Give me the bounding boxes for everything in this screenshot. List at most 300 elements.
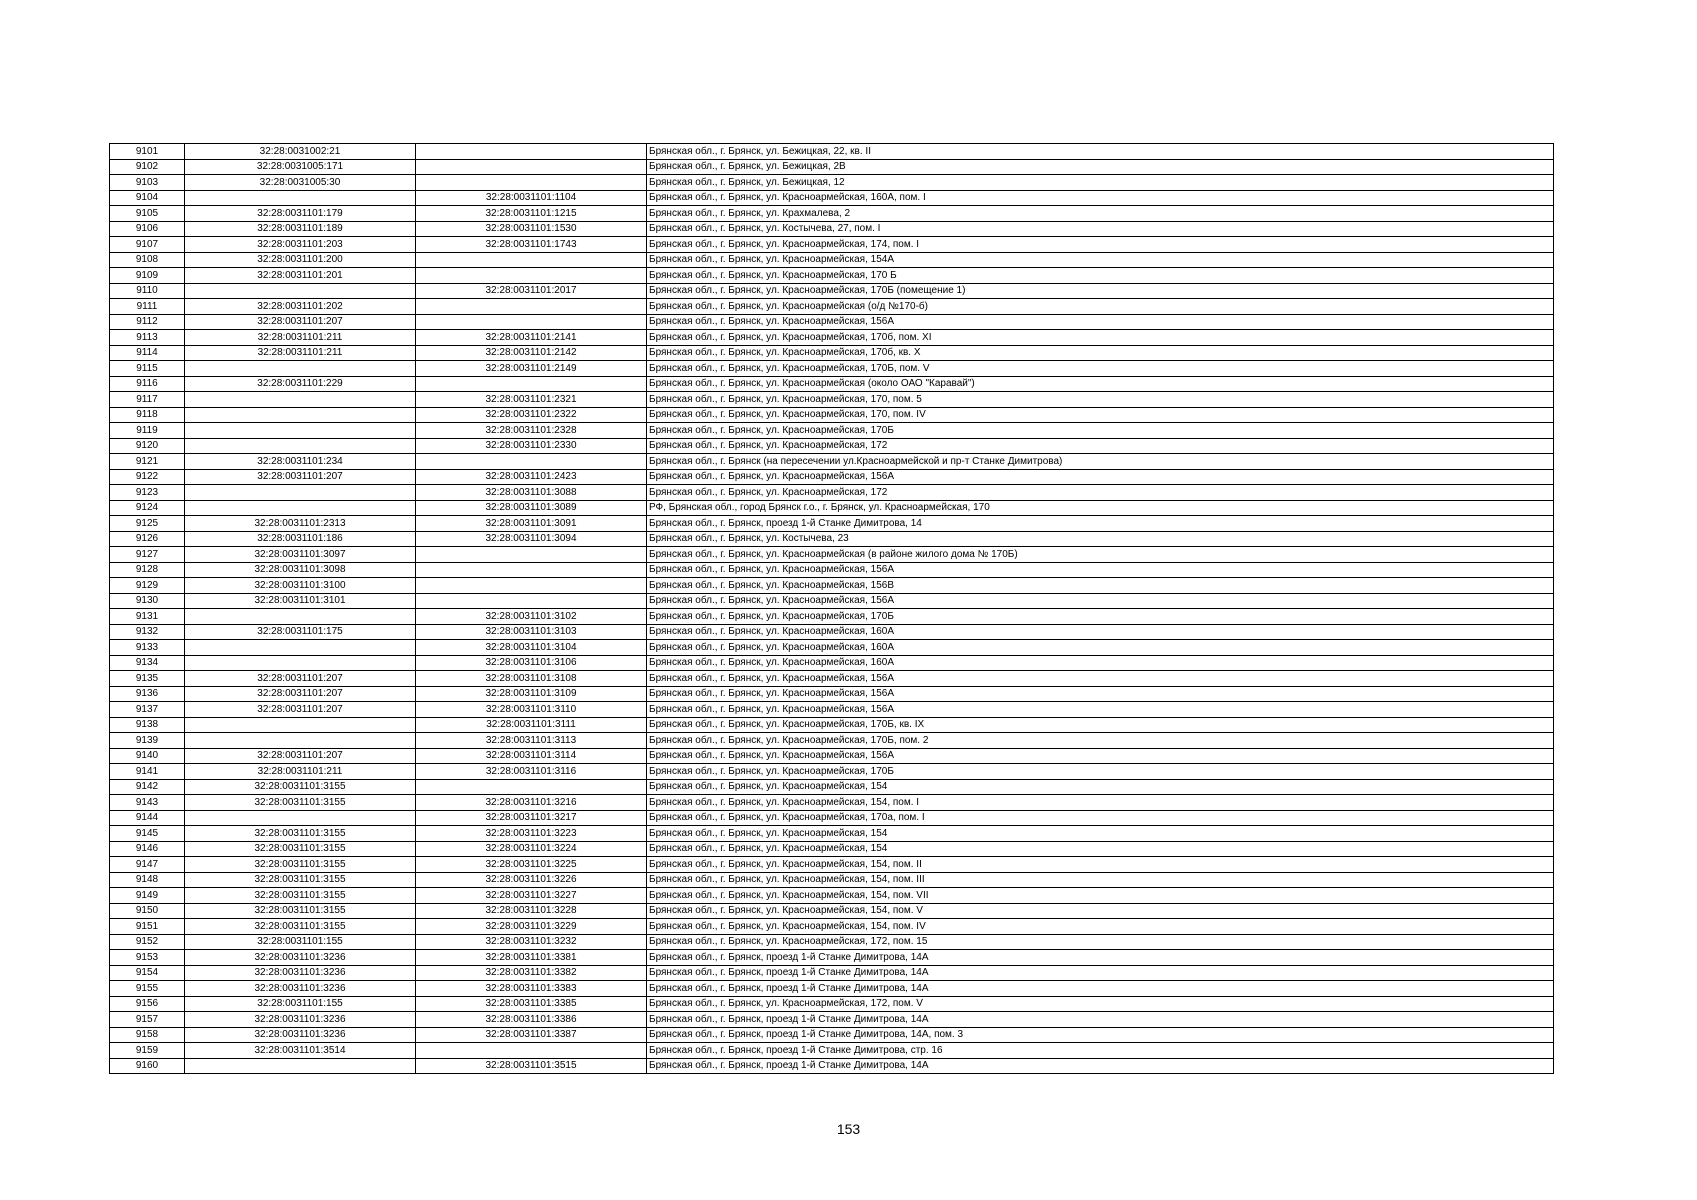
row-number-cell: 9156 bbox=[110, 996, 185, 1012]
row-number-cell: 9121 bbox=[110, 454, 185, 470]
land-cadastral-cell: 32:28:0031101:3236 bbox=[185, 950, 416, 966]
table-row bbox=[110, 578, 1554, 594]
table-row bbox=[110, 996, 1554, 1012]
row-number-cell: 9105 bbox=[110, 206, 185, 222]
address-cell: Брянская обл., г. Брянск, ул. Красноармейская, 160А bbox=[647, 624, 1554, 640]
address-cell: Брянская обл., г. Брянск, ул. Красноармейская, 170, пом. 5 bbox=[647, 392, 1554, 408]
land-cadastral-cell: 32:28:0031101:3236 bbox=[185, 981, 416, 997]
land-cadastral-cell: 32:28:0031101:2313 bbox=[185, 516, 416, 532]
land-cadastral-cell: 32:28:0031101:207 bbox=[185, 469, 416, 485]
address-cell: Брянская обл., г. Брянск, ул. Красноармейская (около ОАО "Каравай") bbox=[647, 376, 1554, 392]
building-cadastral-cell: 32:28:0031101:3385 bbox=[416, 996, 647, 1012]
address-cell: Брянская обл., г. Брянск, проезд 1-й Станке Димитрова, 14А bbox=[647, 1058, 1554, 1074]
table-row bbox=[110, 454, 1554, 470]
building-cadastral-cell: 32:28:0031101:3106 bbox=[416, 655, 647, 671]
building-cadastral-cell bbox=[416, 314, 647, 330]
table-row bbox=[110, 624, 1554, 640]
table-row bbox=[110, 314, 1554, 330]
building-cadastral-cell bbox=[416, 779, 647, 795]
address-cell: Брянская обл., г. Брянск, ул. Красноармейская, 154 bbox=[647, 826, 1554, 842]
building-cadastral-cell: 32:28:0031101:3216 bbox=[416, 795, 647, 811]
land-cadastral-cell: 32:28:0031101:3101 bbox=[185, 593, 416, 609]
table-row bbox=[110, 872, 1554, 888]
building-cadastral-cell: 32:28:0031101:3226 bbox=[416, 872, 647, 888]
land-cadastral-cell: 32:28:0031101:202 bbox=[185, 299, 416, 315]
land-cadastral-cell: 32:28:0031101:3236 bbox=[185, 1012, 416, 1028]
row-number-cell: 9116 bbox=[110, 376, 185, 392]
table-row bbox=[110, 547, 1554, 563]
row-number-cell: 9147 bbox=[110, 857, 185, 873]
table-row bbox=[110, 1058, 1554, 1074]
table-row bbox=[110, 516, 1554, 532]
table-row bbox=[110, 268, 1554, 284]
table-row bbox=[110, 717, 1554, 733]
row-number-cell: 9152 bbox=[110, 934, 185, 950]
land-cadastral-cell bbox=[185, 407, 416, 423]
building-cadastral-cell: 32:28:0031101:1530 bbox=[416, 221, 647, 237]
row-number-cell: 9146 bbox=[110, 841, 185, 857]
address-cell: Брянская обл., г. Брянск, ул. Бежицкая, 12 bbox=[647, 175, 1554, 191]
table-row bbox=[110, 330, 1554, 346]
table-row bbox=[110, 221, 1554, 237]
table-row bbox=[110, 175, 1554, 191]
row-number-cell: 9148 bbox=[110, 872, 185, 888]
row-number-cell: 9123 bbox=[110, 485, 185, 501]
row-number-cell: 9131 bbox=[110, 609, 185, 625]
land-cadastral-cell: 32:28:0031101:3155 bbox=[185, 919, 416, 935]
land-cadastral-cell: 32:28:0031101:3155 bbox=[185, 903, 416, 919]
row-number-cell: 9111 bbox=[110, 299, 185, 315]
building-cadastral-cell: 32:28:0031101:2423 bbox=[416, 469, 647, 485]
land-cadastral-cell bbox=[185, 500, 416, 516]
table-row bbox=[110, 500, 1554, 516]
address-cell: Брянская обл., г. Брянск, ул. Красноармейская, 170Б, пом. 2 bbox=[647, 733, 1554, 749]
land-cadastral-cell: 32:28:0031101:201 bbox=[185, 268, 416, 284]
land-cadastral-cell: 32:28:0031101:3097 bbox=[185, 547, 416, 563]
address-cell: Брянская обл., г. Брянск, ул. Бежицкая, 2В bbox=[647, 159, 1554, 175]
land-cadastral-cell: 32:28:0031101:155 bbox=[185, 934, 416, 950]
address-cell: Брянская обл., г. Брянск, ул. Красноармейская (о/д №170-б) bbox=[647, 299, 1554, 315]
land-cadastral-cell bbox=[185, 717, 416, 733]
row-number-cell: 9150 bbox=[110, 903, 185, 919]
table-row bbox=[110, 810, 1554, 826]
table-row bbox=[110, 888, 1554, 904]
row-number-cell: 9159 bbox=[110, 1043, 185, 1059]
land-cadastral-cell bbox=[185, 640, 416, 656]
address-cell: Брянская обл., г. Брянск, ул. Красноармейская, 154 bbox=[647, 841, 1554, 857]
table-row bbox=[110, 423, 1554, 439]
register-table bbox=[109, 143, 1554, 1074]
row-number-cell: 9144 bbox=[110, 810, 185, 826]
address-cell: Брянская обл., г. Брянск, ул. Красноармейская, 170, пом. IV bbox=[647, 407, 1554, 423]
row-number-cell: 9103 bbox=[110, 175, 185, 191]
table-row bbox=[110, 469, 1554, 485]
address-cell: Брянская обл., г. Брянск, ул. Красноармейская, 170Б (помещение 1) bbox=[647, 283, 1554, 299]
land-cadastral-cell: 32:28:0031101:211 bbox=[185, 764, 416, 780]
land-cadastral-cell bbox=[185, 655, 416, 671]
land-cadastral-cell: 32:28:0031101:3155 bbox=[185, 841, 416, 857]
table-row bbox=[110, 640, 1554, 656]
row-number-cell: 9138 bbox=[110, 717, 185, 733]
address-cell: Брянская обл., г. Брянск, ул. Красноармейская, 172 bbox=[647, 485, 1554, 501]
land-cadastral-cell: 32:28:0031101:3514 bbox=[185, 1043, 416, 1059]
building-cadastral-cell: 32:28:0031101:3108 bbox=[416, 671, 647, 687]
address-cell: Брянская обл., г. Брянск, ул. Красноармейская, 160А bbox=[647, 640, 1554, 656]
building-cadastral-cell: 32:28:0031101:3109 bbox=[416, 686, 647, 702]
row-number-cell: 9125 bbox=[110, 516, 185, 532]
building-cadastral-cell: 32:28:0031101:3387 bbox=[416, 1027, 647, 1043]
land-cadastral-cell: 32:28:0031101:186 bbox=[185, 531, 416, 547]
address-cell: Брянская обл., г. Брянск, ул. Красноармейская, 160А, пом. I bbox=[647, 190, 1554, 206]
table-row bbox=[110, 702, 1554, 718]
land-cadastral-cell bbox=[185, 733, 416, 749]
building-cadastral-cell: 32:28:0031101:3224 bbox=[416, 841, 647, 857]
row-number-cell: 9151 bbox=[110, 919, 185, 935]
address-cell: Брянская обл., г. Брянск, ул. Красноармейская, 170а, пом. I bbox=[647, 810, 1554, 826]
address-cell: Брянская обл., г. Брянск, ул. Костычева, 23 bbox=[647, 531, 1554, 547]
row-number-cell: 9114 bbox=[110, 345, 185, 361]
address-cell: Брянская обл., г. Брянск, ул. Крахмалева, 2 bbox=[647, 206, 1554, 222]
table-row bbox=[110, 857, 1554, 873]
building-cadastral-cell: 32:28:0031101:3113 bbox=[416, 733, 647, 749]
address-cell: Брянская обл., г. Брянск, проезд 1-й Станке Димитрова, 14А bbox=[647, 1012, 1554, 1028]
building-cadastral-cell: 32:28:0031101:3383 bbox=[416, 981, 647, 997]
row-number-cell: 9107 bbox=[110, 237, 185, 253]
table-row bbox=[110, 779, 1554, 795]
row-number-cell: 9157 bbox=[110, 1012, 185, 1028]
building-cadastral-cell: 32:28:0031101:2322 bbox=[416, 407, 647, 423]
land-cadastral-cell bbox=[185, 1058, 416, 1074]
building-cadastral-cell: 32:28:0031101:2141 bbox=[416, 330, 647, 346]
table-row bbox=[110, 283, 1554, 299]
address-cell: Брянская обл., г. Брянск, ул. Красноармейская, 156А bbox=[647, 469, 1554, 485]
row-number-cell: 9140 bbox=[110, 748, 185, 764]
building-cadastral-cell: 32:28:0031101:3515 bbox=[416, 1058, 647, 1074]
row-number-cell: 9115 bbox=[110, 361, 185, 377]
table-row bbox=[110, 655, 1554, 671]
building-cadastral-cell bbox=[416, 578, 647, 594]
land-cadastral-cell: 32:28:0031101:3155 bbox=[185, 888, 416, 904]
address-cell: Брянская обл., г. Брянск, ул. Красноармейская, 156А bbox=[647, 686, 1554, 702]
building-cadastral-cell: 32:28:0031101:3386 bbox=[416, 1012, 647, 1028]
address-cell: Брянская обл., г. Брянск, ул. Красноармейская, 156А bbox=[647, 593, 1554, 609]
building-cadastral-cell: 32:28:0031101:3227 bbox=[416, 888, 647, 904]
building-cadastral-cell: 32:28:0031101:3232 bbox=[416, 934, 647, 950]
row-number-cell: 9101 bbox=[110, 144, 185, 160]
address-cell: Брянская обл., г. Брянск, ул. Красноармейская, 154, пом. III bbox=[647, 872, 1554, 888]
address-cell: Брянская обл., г. Брянск, проезд 1-й Станке Димитрова, стр. 16 bbox=[647, 1043, 1554, 1059]
building-cadastral-cell bbox=[416, 299, 647, 315]
land-cadastral-cell: 32:28:0031002:21 bbox=[185, 144, 416, 160]
address-cell: Брянская обл., г. Брянск, ул. Красноармейская, 172, пом. V bbox=[647, 996, 1554, 1012]
table-row bbox=[110, 965, 1554, 981]
table-row bbox=[110, 981, 1554, 997]
address-cell: Брянская обл., г. Брянск, ул. Красноармейская, 170Б, кв. IX bbox=[647, 717, 1554, 733]
table-row bbox=[110, 671, 1554, 687]
address-cell: Брянская обл., г. Брянск, ул. Красноармейская, 156А bbox=[647, 702, 1554, 718]
address-cell: Брянская обл., г. Брянск, проезд 1-й Станке Димитрова, 14 bbox=[647, 516, 1554, 532]
row-number-cell: 9137 bbox=[110, 702, 185, 718]
building-cadastral-cell: 32:28:0031101:1104 bbox=[416, 190, 647, 206]
building-cadastral-cell bbox=[416, 175, 647, 191]
building-cadastral-cell bbox=[416, 593, 647, 609]
row-number-cell: 9158 bbox=[110, 1027, 185, 1043]
table-row bbox=[110, 252, 1554, 268]
table-row bbox=[110, 764, 1554, 780]
table-row bbox=[110, 562, 1554, 578]
address-cell: Брянская обл., г. Брянск, ул. Красноармейская, 154, пом. VII bbox=[647, 888, 1554, 904]
row-number-cell: 9130 bbox=[110, 593, 185, 609]
table-row bbox=[110, 144, 1554, 160]
row-number-cell: 9135 bbox=[110, 671, 185, 687]
table-row bbox=[110, 733, 1554, 749]
row-number-cell: 9153 bbox=[110, 950, 185, 966]
land-cadastral-cell: 32:28:0031101:155 bbox=[185, 996, 416, 1012]
building-cadastral-cell: 32:28:0031101:3381 bbox=[416, 950, 647, 966]
address-cell: Брянская обл., г. Брянск, проезд 1-й Станке Димитрова, 14А, пом. 3 bbox=[647, 1027, 1554, 1043]
land-cadastral-cell bbox=[185, 609, 416, 625]
land-cadastral-cell bbox=[185, 283, 416, 299]
table-row bbox=[110, 841, 1554, 857]
row-number-cell: 9139 bbox=[110, 733, 185, 749]
land-cadastral-cell: 32:28:0031101:207 bbox=[185, 702, 416, 718]
address-cell: Брянская обл., г. Брянск, ул. Красноармейская, 156А bbox=[647, 671, 1554, 687]
address-cell: Брянская обл., г. Брянск, ул. Красноармейская, 170Б bbox=[647, 764, 1554, 780]
row-number-cell: 9129 bbox=[110, 578, 185, 594]
row-number-cell: 9134 bbox=[110, 655, 185, 671]
table-row bbox=[110, 1012, 1554, 1028]
land-cadastral-cell: 32:28:0031101:200 bbox=[185, 252, 416, 268]
table-row bbox=[110, 485, 1554, 501]
land-cadastral-cell: 32:28:0031101:203 bbox=[185, 237, 416, 253]
address-cell: Брянская обл., г. Брянск, ул. Бежицкая, 22, кв. II bbox=[647, 144, 1554, 160]
land-cadastral-cell: 32:28:0031101:207 bbox=[185, 671, 416, 687]
address-cell: Брянская обл., г. Брянск, ул. Красноармейская, 154, пом. II bbox=[647, 857, 1554, 873]
building-cadastral-cell: 32:28:0031101:3114 bbox=[416, 748, 647, 764]
table-row bbox=[110, 190, 1554, 206]
address-cell: Брянская обл., г. Брянск, ул. Красноармейская, 160А bbox=[647, 655, 1554, 671]
land-cadastral-cell: 32:28:0031101:207 bbox=[185, 314, 416, 330]
building-cadastral-cell: 32:28:0031101:2328 bbox=[416, 423, 647, 439]
building-cadastral-cell bbox=[416, 268, 647, 284]
land-cadastral-cell: 32:28:0031101:3098 bbox=[185, 562, 416, 578]
address-cell: Брянская обл., г. Брянск, ул. Красноармейская, 154А bbox=[647, 252, 1554, 268]
table-row bbox=[110, 950, 1554, 966]
row-number-cell: 9132 bbox=[110, 624, 185, 640]
land-cadastral-cell: 32:28:0031101:3100 bbox=[185, 578, 416, 594]
row-number-cell: 9113 bbox=[110, 330, 185, 346]
building-cadastral-cell: 32:28:0031101:1215 bbox=[416, 206, 647, 222]
row-number-cell: 9149 bbox=[110, 888, 185, 904]
building-cadastral-cell bbox=[416, 376, 647, 392]
land-cadastral-cell bbox=[185, 438, 416, 454]
row-number-cell: 9110 bbox=[110, 283, 185, 299]
land-cadastral-cell: 32:28:0031101:211 bbox=[185, 345, 416, 361]
address-cell: Брянская обл., г. Брянск, ул. Красноармейская, 170б, кв. X bbox=[647, 345, 1554, 361]
building-cadastral-cell bbox=[416, 547, 647, 563]
building-cadastral-cell: 32:28:0031101:3223 bbox=[416, 826, 647, 842]
land-cadastral-cell bbox=[185, 485, 416, 501]
table-row bbox=[110, 438, 1554, 454]
row-number-cell: 9118 bbox=[110, 407, 185, 423]
row-number-cell: 9145 bbox=[110, 826, 185, 842]
table-row bbox=[110, 609, 1554, 625]
land-cadastral-cell bbox=[185, 361, 416, 377]
row-number-cell: 9122 bbox=[110, 469, 185, 485]
building-cadastral-cell: 32:28:0031101:1743 bbox=[416, 237, 647, 253]
building-cadastral-cell: 32:28:0031101:2330 bbox=[416, 438, 647, 454]
building-cadastral-cell: 32:28:0031101:3089 bbox=[416, 500, 647, 516]
table-row bbox=[110, 299, 1554, 315]
address-cell: Брянская обл., г. Брянск, ул. Красноармейская, 154, пом. V bbox=[647, 903, 1554, 919]
address-cell: Брянская обл., г. Брянск, ул. Красноармейская, 154, пом. IV bbox=[647, 919, 1554, 935]
building-cadastral-cell: 32:28:0031101:3111 bbox=[416, 717, 647, 733]
table-row bbox=[110, 919, 1554, 935]
row-number-cell: 9109 bbox=[110, 268, 185, 284]
table-row bbox=[110, 593, 1554, 609]
building-cadastral-cell: 32:28:0031101:3103 bbox=[416, 624, 647, 640]
row-number-cell: 9143 bbox=[110, 795, 185, 811]
row-number-cell: 9120 bbox=[110, 438, 185, 454]
building-cadastral-cell: 32:28:0031101:3104 bbox=[416, 640, 647, 656]
land-cadastral-cell: 32:28:0031101:3236 bbox=[185, 965, 416, 981]
land-cadastral-cell bbox=[185, 810, 416, 826]
building-cadastral-cell bbox=[416, 159, 647, 175]
table-row bbox=[110, 361, 1554, 377]
table-row bbox=[110, 345, 1554, 361]
building-cadastral-cell: 32:28:0031101:3088 bbox=[416, 485, 647, 501]
land-cadastral-cell: 32:28:0031101:3155 bbox=[185, 795, 416, 811]
building-cadastral-cell: 32:28:0031101:2149 bbox=[416, 361, 647, 377]
row-number-cell: 9128 bbox=[110, 562, 185, 578]
table-row bbox=[110, 159, 1554, 175]
building-cadastral-cell bbox=[416, 252, 647, 268]
building-cadastral-cell: 32:28:0031101:3110 bbox=[416, 702, 647, 718]
table-row bbox=[110, 795, 1554, 811]
table-row bbox=[110, 686, 1554, 702]
land-cadastral-cell: 32:28:0031005:30 bbox=[185, 175, 416, 191]
building-cadastral-cell: 32:28:0031101:3225 bbox=[416, 857, 647, 873]
address-cell: Брянская обл., г. Брянск, ул. Красноармейская, 156А bbox=[647, 562, 1554, 578]
land-cadastral-cell bbox=[185, 190, 416, 206]
address-cell: Брянская обл., г. Брянск, ул. Красноармейская, 170 Б bbox=[647, 268, 1554, 284]
building-cadastral-cell: 32:28:0031101:3102 bbox=[416, 609, 647, 625]
land-cadastral-cell: 32:28:0031101:179 bbox=[185, 206, 416, 222]
building-cadastral-cell: 32:28:0031101:3229 bbox=[416, 919, 647, 935]
land-cadastral-cell: 32:28:0031101:175 bbox=[185, 624, 416, 640]
row-number-cell: 9127 bbox=[110, 547, 185, 563]
address-cell: Брянская обл., г. Брянск, ул. Красноармейская, 156А bbox=[647, 314, 1554, 330]
row-number-cell: 9142 bbox=[110, 779, 185, 795]
address-cell: Брянская обл., г. Брянск, проезд 1-й Станке Димитрова, 14А bbox=[647, 981, 1554, 997]
land-cadastral-cell bbox=[185, 392, 416, 408]
register-table-body bbox=[110, 144, 1554, 1074]
land-cadastral-cell bbox=[185, 423, 416, 439]
building-cadastral-cell: 32:28:0031101:2321 bbox=[416, 392, 647, 408]
table-row bbox=[110, 531, 1554, 547]
row-number-cell: 9155 bbox=[110, 981, 185, 997]
row-number-cell: 9136 bbox=[110, 686, 185, 702]
table-row bbox=[110, 1027, 1554, 1043]
row-number-cell: 9104 bbox=[110, 190, 185, 206]
building-cadastral-cell bbox=[416, 144, 647, 160]
land-cadastral-cell: 32:28:0031101:207 bbox=[185, 686, 416, 702]
row-number-cell: 9112 bbox=[110, 314, 185, 330]
building-cadastral-cell: 32:28:0031101:2017 bbox=[416, 283, 647, 299]
table-row bbox=[110, 826, 1554, 842]
address-cell: Брянская обл., г. Брянск, ул. Красноармейская, 174, пом. I bbox=[647, 237, 1554, 253]
building-cadastral-cell bbox=[416, 454, 647, 470]
table-row bbox=[110, 392, 1554, 408]
building-cadastral-cell bbox=[416, 562, 647, 578]
table-row bbox=[110, 934, 1554, 950]
address-cell: Брянская обл., г. Брянск, ул. Красноармейская, 172 bbox=[647, 438, 1554, 454]
address-cell: Брянская обл., г. Брянск, ул. Костычева, 27, пом. I bbox=[647, 221, 1554, 237]
land-cadastral-cell: 32:28:0031101:189 bbox=[185, 221, 416, 237]
address-cell: Брянская обл., г. Брянск, ул. Красноармейская, 154, пом. I bbox=[647, 795, 1554, 811]
land-cadastral-cell: 32:28:0031101:207 bbox=[185, 748, 416, 764]
land-cadastral-cell: 32:28:0031101:3155 bbox=[185, 872, 416, 888]
building-cadastral-cell: 32:28:0031101:3094 bbox=[416, 531, 647, 547]
row-number-cell: 9124 bbox=[110, 500, 185, 516]
land-cadastral-cell: 32:28:0031101:3155 bbox=[185, 857, 416, 873]
address-cell: Брянская обл., г. Брянск, проезд 1-й Станке Димитрова, 14А bbox=[647, 965, 1554, 981]
land-cadastral-cell: 32:28:0031101:229 bbox=[185, 376, 416, 392]
table-row bbox=[110, 237, 1554, 253]
building-cadastral-cell: 32:28:0031101:3228 bbox=[416, 903, 647, 919]
table-row bbox=[110, 903, 1554, 919]
row-number-cell: 9102 bbox=[110, 159, 185, 175]
address-cell: Брянская обл., г. Брянск, ул. Красноармейская, 154 bbox=[647, 779, 1554, 795]
building-cadastral-cell: 32:28:0031101:3217 bbox=[416, 810, 647, 826]
row-number-cell: 9106 bbox=[110, 221, 185, 237]
row-number-cell: 9126 bbox=[110, 531, 185, 547]
table-row bbox=[110, 376, 1554, 392]
building-cadastral-cell bbox=[416, 1043, 647, 1059]
row-number-cell: 9141 bbox=[110, 764, 185, 780]
land-cadastral-cell: 32:28:0031005:171 bbox=[185, 159, 416, 175]
address-cell: Брянская обл., г. Брянск, ул. Красноармейская (в районе жилого дома № 170Б) bbox=[647, 547, 1554, 563]
address-cell: Брянская обл., г. Брянск, ул. Красноармейская, 170Б, пом. V bbox=[647, 361, 1554, 377]
page-number: 153 bbox=[836, 1121, 861, 1137]
address-cell: Брянская обл., г. Брянск, ул. Красноармейская, 170б, пом. XI bbox=[647, 330, 1554, 346]
address-cell: Брянская обл., г. Брянск, ул. Красноармейская, 156А bbox=[647, 748, 1554, 764]
row-number-cell: 9117 bbox=[110, 392, 185, 408]
row-number-cell: 9160 bbox=[110, 1058, 185, 1074]
building-cadastral-cell: 32:28:0031101:3091 bbox=[416, 516, 647, 532]
address-cell: Брянская обл., г. Брянск, ул. Красноармейская, 170Б bbox=[647, 423, 1554, 439]
row-number-cell: 9154 bbox=[110, 965, 185, 981]
address-cell: Брянская обл., г. Брянск, ул. Красноармейская, 172, пом. 15 bbox=[647, 934, 1554, 950]
table-row bbox=[110, 1043, 1554, 1059]
row-number-cell: 9133 bbox=[110, 640, 185, 656]
address-cell: РФ, Брянская обл., город Брянск г.о., г. Брянск, ул. Красноармейская, 170 bbox=[647, 500, 1554, 516]
address-cell: Брянская обл., г. Брянск, проезд 1-й Станке Димитрова, 14А bbox=[647, 950, 1554, 966]
table-row bbox=[110, 407, 1554, 423]
building-cadastral-cell: 32:28:0031101:3116 bbox=[416, 764, 647, 780]
address-cell: Брянская обл., г. Брянск, ул. Красноармейская, 156В bbox=[647, 578, 1554, 594]
land-cadastral-cell: 32:28:0031101:211 bbox=[185, 330, 416, 346]
building-cadastral-cell: 32:28:0031101:2142 bbox=[416, 345, 647, 361]
building-cadastral-cell: 32:28:0031101:3382 bbox=[416, 965, 647, 981]
land-cadastral-cell: 32:28:0031101:234 bbox=[185, 454, 416, 470]
table-row bbox=[110, 748, 1554, 764]
address-cell: Брянская обл., г. Брянск, ул. Красноармейская, 170Б bbox=[647, 609, 1554, 625]
land-cadastral-cell: 32:28:0031101:3155 bbox=[185, 826, 416, 842]
land-cadastral-cell: 32:28:0031101:3155 bbox=[185, 779, 416, 795]
address-cell: Брянская обл., г. Брянск (на пересечении ул.Красноармейской и пр-т Станке Димитрова) bbox=[647, 454, 1554, 470]
table-row bbox=[110, 206, 1554, 222]
